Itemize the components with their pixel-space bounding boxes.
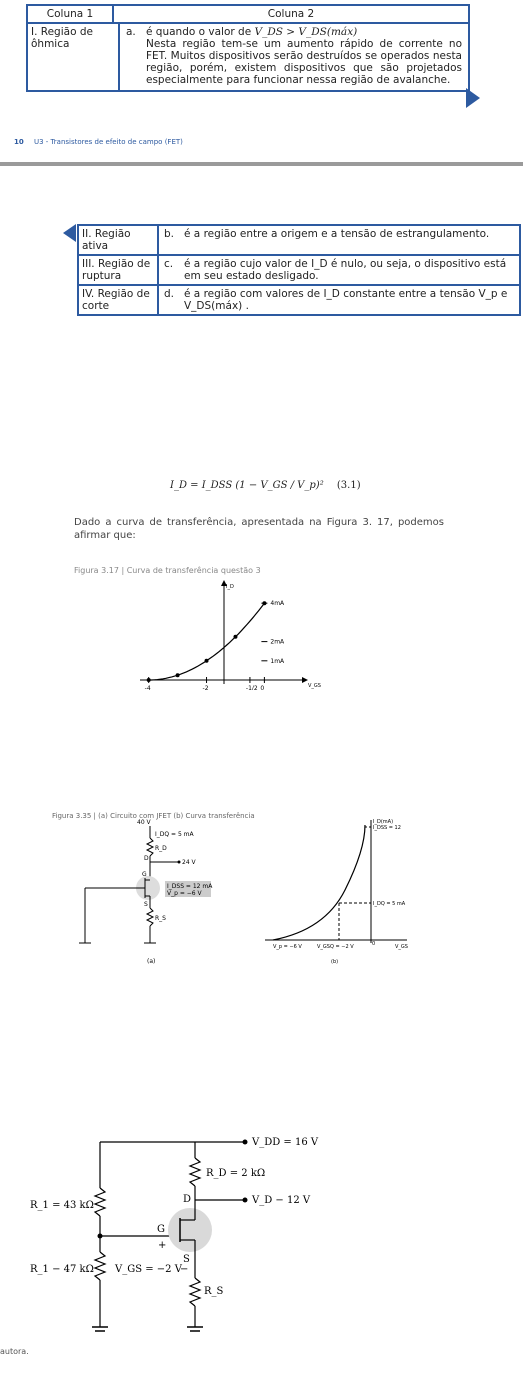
x-tick-label: -4 bbox=[144, 685, 151, 690]
curve-ylabel: I_D(mA) bbox=[373, 819, 394, 825]
y-tick-label: 1mA bbox=[270, 657, 285, 665]
data-point bbox=[176, 673, 180, 677]
vd-label: 24 V bbox=[182, 859, 196, 866]
rs-label: R_S bbox=[155, 915, 166, 922]
circuit-3 bbox=[20, 1130, 350, 1345]
vd-label: V_D − 12 V bbox=[252, 1195, 311, 1206]
y-tick-label: 2mA bbox=[270, 638, 285, 646]
r2-label: R_1 − 47 kΩ bbox=[30, 1264, 94, 1275]
table-row bbox=[28, 24, 468, 90]
series-line bbox=[149, 603, 265, 680]
table-columns-1 bbox=[26, 4, 470, 92]
source-note: autora. bbox=[0, 1347, 29, 1356]
row-letter: c. bbox=[164, 258, 174, 270]
plus-label: + bbox=[158, 1240, 167, 1251]
node-dot bbox=[98, 1234, 103, 1239]
g-label: G bbox=[142, 871, 147, 878]
figure-caption: Figura 3.17 | Curva de transferência questão 3 bbox=[74, 566, 261, 575]
x-tick-label: 0 bbox=[260, 685, 265, 690]
page-footer bbox=[14, 138, 183, 146]
jfet-circle bbox=[168, 1208, 212, 1252]
table-row bbox=[79, 256, 519, 286]
row-letter: b. bbox=[164, 228, 175, 240]
vp-label: V_p = −6 V bbox=[167, 890, 202, 897]
s-label: S bbox=[183, 1254, 190, 1265]
transfer-curve bbox=[273, 825, 365, 940]
table-columns-2 bbox=[77, 224, 521, 316]
row-text-post: Nesta região tem-se um aumento rápido de corrente no FET. Muitos dispositivos serão destruídos se operados nesta região, porém, existem dispositivos que são projetados especialmente para funcionar nessa região de avalanche. bbox=[146, 38, 462, 86]
r1-label: R_1 = 43 kΩ bbox=[30, 1200, 94, 1211]
rs-label: R_S bbox=[204, 1286, 224, 1297]
figure2-curve bbox=[255, 815, 415, 968]
row-text: é a região com valores de I_D constante entre a tensão V_p e V_DS(máx) . bbox=[184, 288, 508, 312]
rd-resistor bbox=[190, 1158, 200, 1186]
equation-number: (3.1) bbox=[336, 480, 361, 491]
row-col2 bbox=[159, 256, 519, 284]
fig-a-label: (a) bbox=[147, 958, 156, 965]
paragraph: Dado a curva de transferência, apresentada na Figura 3. 17, podemos afirmar que: bbox=[74, 517, 444, 541]
data-point bbox=[205, 659, 209, 663]
node-dot bbox=[178, 861, 181, 864]
row-letter: a. bbox=[126, 26, 136, 38]
y-axis-label: I_D bbox=[226, 584, 234, 590]
row-text bbox=[146, 26, 462, 86]
r1-resistor bbox=[95, 1188, 105, 1216]
y-tick-label: 4mA bbox=[270, 600, 285, 608]
vdd-label: 40 V bbox=[137, 819, 151, 826]
node-dot bbox=[243, 1140, 248, 1145]
data-point bbox=[233, 635, 237, 639]
d-label: D bbox=[144, 855, 149, 862]
curve-xlabel: V_GS bbox=[395, 944, 408, 950]
col1-header: Coluna 1 bbox=[28, 6, 114, 22]
row-col2 bbox=[159, 226, 519, 254]
page-divider bbox=[0, 162, 523, 166]
row-body bbox=[126, 26, 462, 86]
x-tick-label: -1/2 bbox=[245, 685, 258, 690]
fig-b-label: (b) bbox=[331, 959, 339, 965]
figure2-circuit bbox=[75, 818, 235, 968]
node-dot bbox=[243, 1198, 248, 1203]
table-row bbox=[79, 286, 519, 314]
curve-vp: V_p = −6 V bbox=[273, 944, 302, 950]
row-formula: V_DS > V_DS(máx) bbox=[254, 26, 358, 38]
row-text: é a região entre a origem e a tensão de estrangulamento. bbox=[184, 228, 490, 240]
curve-vgsq: V_GSQ = −2 V bbox=[317, 944, 354, 950]
arrow-right-icon bbox=[466, 88, 480, 108]
page-number: 10 bbox=[14, 138, 24, 146]
row-letter: d. bbox=[164, 288, 175, 300]
row-col1: II. Região ativa bbox=[79, 226, 159, 254]
g-label: G bbox=[157, 1224, 165, 1235]
equation-text: I_D = I_DSS (1 − V_GS / V_p)² bbox=[170, 480, 324, 491]
curve-idq: I_DQ = 5 mA bbox=[373, 901, 406, 907]
rs-resistor bbox=[147, 908, 153, 926]
rd-label: R_D bbox=[155, 845, 167, 852]
row-col2 bbox=[159, 286, 519, 314]
transfer-curve-chart bbox=[130, 580, 330, 690]
arrow-left-icon bbox=[63, 224, 76, 242]
curve-idss: I_DSS = 12 bbox=[373, 825, 401, 831]
rs-resistor bbox=[190, 1278, 200, 1306]
page-footer-title: U3 - Transistores de efeito de campo (FET) bbox=[33, 138, 183, 146]
x-tick-label: -2 bbox=[202, 685, 209, 690]
row-col1: I. Região de ôhmica bbox=[28, 24, 120, 90]
row-text-pre: é quando o valor de bbox=[146, 26, 252, 38]
row-col1: III. Região de ruptura bbox=[79, 256, 159, 284]
row-col2 bbox=[120, 24, 468, 90]
r2-resistor bbox=[95, 1252, 105, 1280]
curve-zero: 0 bbox=[372, 941, 376, 947]
vgs-label: V_GS = −2 V bbox=[115, 1264, 182, 1275]
row-col1: IV. Região de corte bbox=[79, 286, 159, 314]
d-label: D bbox=[183, 1194, 192, 1205]
s-label: S bbox=[144, 901, 148, 908]
figure2-top-caption: Figura 3.35 | (a) Circuito com JFET (b) Curva transferência bbox=[52, 812, 255, 820]
vdd-label: V_DD = 16 V bbox=[252, 1137, 319, 1148]
rd-label: R_D = 2 kΩ bbox=[206, 1168, 266, 1179]
row-text: é a região cujo valor de I_D é nulo, ou seja, o dispositivo está em seu estado desligado. bbox=[184, 258, 507, 282]
table-header bbox=[28, 6, 468, 24]
table-row bbox=[79, 226, 519, 256]
x-axis-label: V_GS bbox=[308, 683, 321, 689]
minus-label: − bbox=[180, 1264, 189, 1275]
equation bbox=[170, 480, 361, 491]
col2-header: Coluna 2 bbox=[267, 8, 315, 20]
id-label: I_DQ = 5 mA bbox=[155, 831, 194, 838]
idss-label: I_DSS = 12 mA bbox=[167, 883, 213, 890]
rd-resistor bbox=[147, 838, 153, 856]
